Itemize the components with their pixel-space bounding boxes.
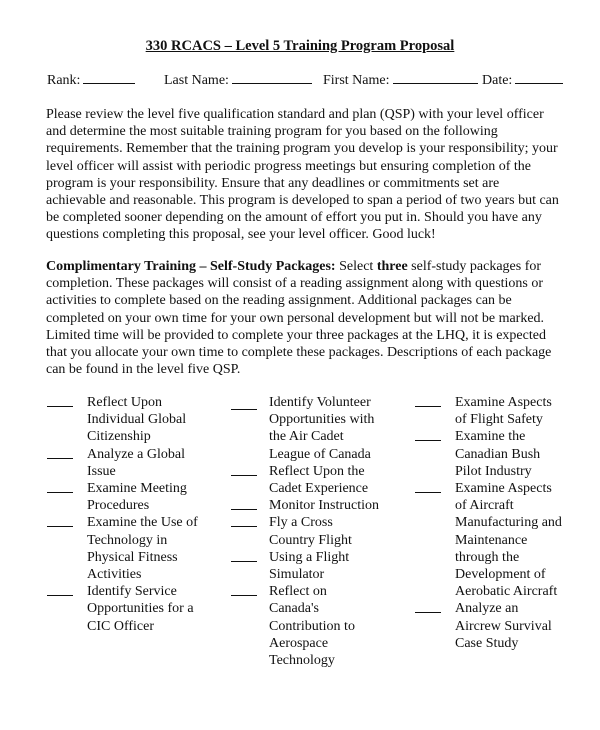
- package-label: Monitor Instruction: [269, 498, 380, 514]
- selection-blank[interactable]: [231, 475, 257, 476]
- selection-blank[interactable]: [231, 409, 257, 410]
- package-label: Examine the Canadian Bush Pilot Industry: [455, 429, 541, 479]
- package-label: Reflect Upon Individual Global Citizenship: [87, 395, 187, 445]
- package-item: [231, 497, 399, 514]
- package-label: Identify Service Opportunities for a CIC Officer: [87, 584, 194, 634]
- package-item: [415, 480, 575, 600]
- package-item: [231, 463, 399, 497]
- package-item: [47, 583, 207, 635]
- rank-field: [47, 71, 135, 89]
- selection-blank[interactable]: [231, 509, 257, 510]
- package-column-1: [47, 394, 207, 635]
- package-item: [231, 549, 399, 583]
- package-label: Fly a Cross Country Flight: [269, 515, 352, 548]
- package-item: [415, 600, 575, 652]
- selection-blank[interactable]: [47, 595, 73, 596]
- self-study-emphasis: three: [376, 259, 408, 274]
- package-item: [47, 480, 207, 514]
- page-title: 330 RCACS – Level 5 Training Program Proposal: [145, 38, 455, 54]
- package-label: Examine Meeting Procedures: [87, 481, 187, 514]
- last-name-blank[interactable]: [232, 71, 312, 84]
- package-item: [231, 514, 399, 548]
- package-label: Examine Aspects of Flight Safety: [455, 395, 552, 428]
- package-label: Identify Volunteer Opportunities with the Air Cadet League of Canada: [269, 395, 375, 462]
- package-label: Analyze an Aircrew Survival Case Study: [455, 601, 552, 651]
- package-column-2: [231, 394, 399, 669]
- date-label: Date:: [482, 73, 513, 88]
- package-label: Reflect Upon the Cadet Experience: [269, 463, 369, 497]
- package-label: Reflect on Canada's Contribution to Aerospace Technology: [269, 584, 355, 669]
- selection-blank[interactable]: [47, 526, 73, 527]
- package-label: Analyze a Global Issue: [87, 446, 185, 479]
- package-item: [47, 446, 207, 480]
- first-name-blank[interactable]: [393, 71, 478, 84]
- selection-blank[interactable]: [415, 406, 441, 407]
- package-item: [415, 394, 575, 428]
- package-column-3: [415, 394, 575, 652]
- selection-blank[interactable]: [231, 561, 257, 562]
- package-item: [231, 394, 399, 463]
- self-study-body: self-study packages for completion. These packages will consist of a reading assignment along with questions or activities to complete based on the reading assignment. Additional packages can be completed on your own time for your own personal development but will not be marked. Limited time will be provided to complete your three packages at the LHQ, it is expected that you allocate your own time to complete these packages. Descriptions of each package can be found in the level five QSP.: [46, 259, 552, 378]
- selection-blank[interactable]: [47, 492, 73, 493]
- package-item: [415, 428, 575, 480]
- package-item: [47, 394, 207, 446]
- last-name-field: [164, 71, 312, 89]
- self-study-lead: Select: [335, 259, 377, 274]
- package-label: Examine the Use of Technology in Physical Fitness Activities: [87, 515, 198, 583]
- package-item: [231, 583, 399, 669]
- selection-blank[interactable]: [415, 612, 441, 613]
- package-label: Examine Aspects of Aircraft Manufacturing and Maintenance through the Development of Aerobatic Aircraft: [455, 481, 562, 600]
- selection-blank[interactable]: [231, 526, 257, 527]
- first-name-label: First Name:: [323, 73, 390, 88]
- package-item: [47, 514, 207, 583]
- self-study-paragraph: [46, 258, 561, 378]
- self-study-heading: Complimentary Training – Self-Study Packages:: [46, 259, 336, 274]
- selection-blank[interactable]: [415, 492, 441, 493]
- selection-blank[interactable]: [231, 595, 257, 596]
- selection-blank[interactable]: [415, 440, 441, 441]
- date-blank[interactable]: [515, 71, 563, 84]
- rank-label: Rank:: [47, 73, 81, 88]
- date-field: [482, 71, 563, 89]
- last-name-label: Last Name:: [164, 73, 229, 88]
- selection-blank[interactable]: [47, 406, 73, 407]
- selection-blank[interactable]: [47, 458, 73, 459]
- package-label: Using a Flight Simulator: [269, 549, 350, 583]
- first-name-field: [323, 71, 478, 89]
- instructions-paragraph: Please review the level five qualification standard and plan (QSP) with your level officer and determine the most suitable training program for you based on the following requirements. Remember that the training program you develop is your responsibility; your level officer will assist with periodic progress meetings but ensuring completion of the program is your responsibility. Ensure that any deadlines or commitments set are achievable and reasonable. This program is developed to span a period of two years but can be completed sooner depending on the amount of effort you put in. Should you have any questions completing this proposal, see your level officer. Good luck!: [46, 107, 559, 243]
- rank-blank[interactable]: [83, 71, 135, 84]
